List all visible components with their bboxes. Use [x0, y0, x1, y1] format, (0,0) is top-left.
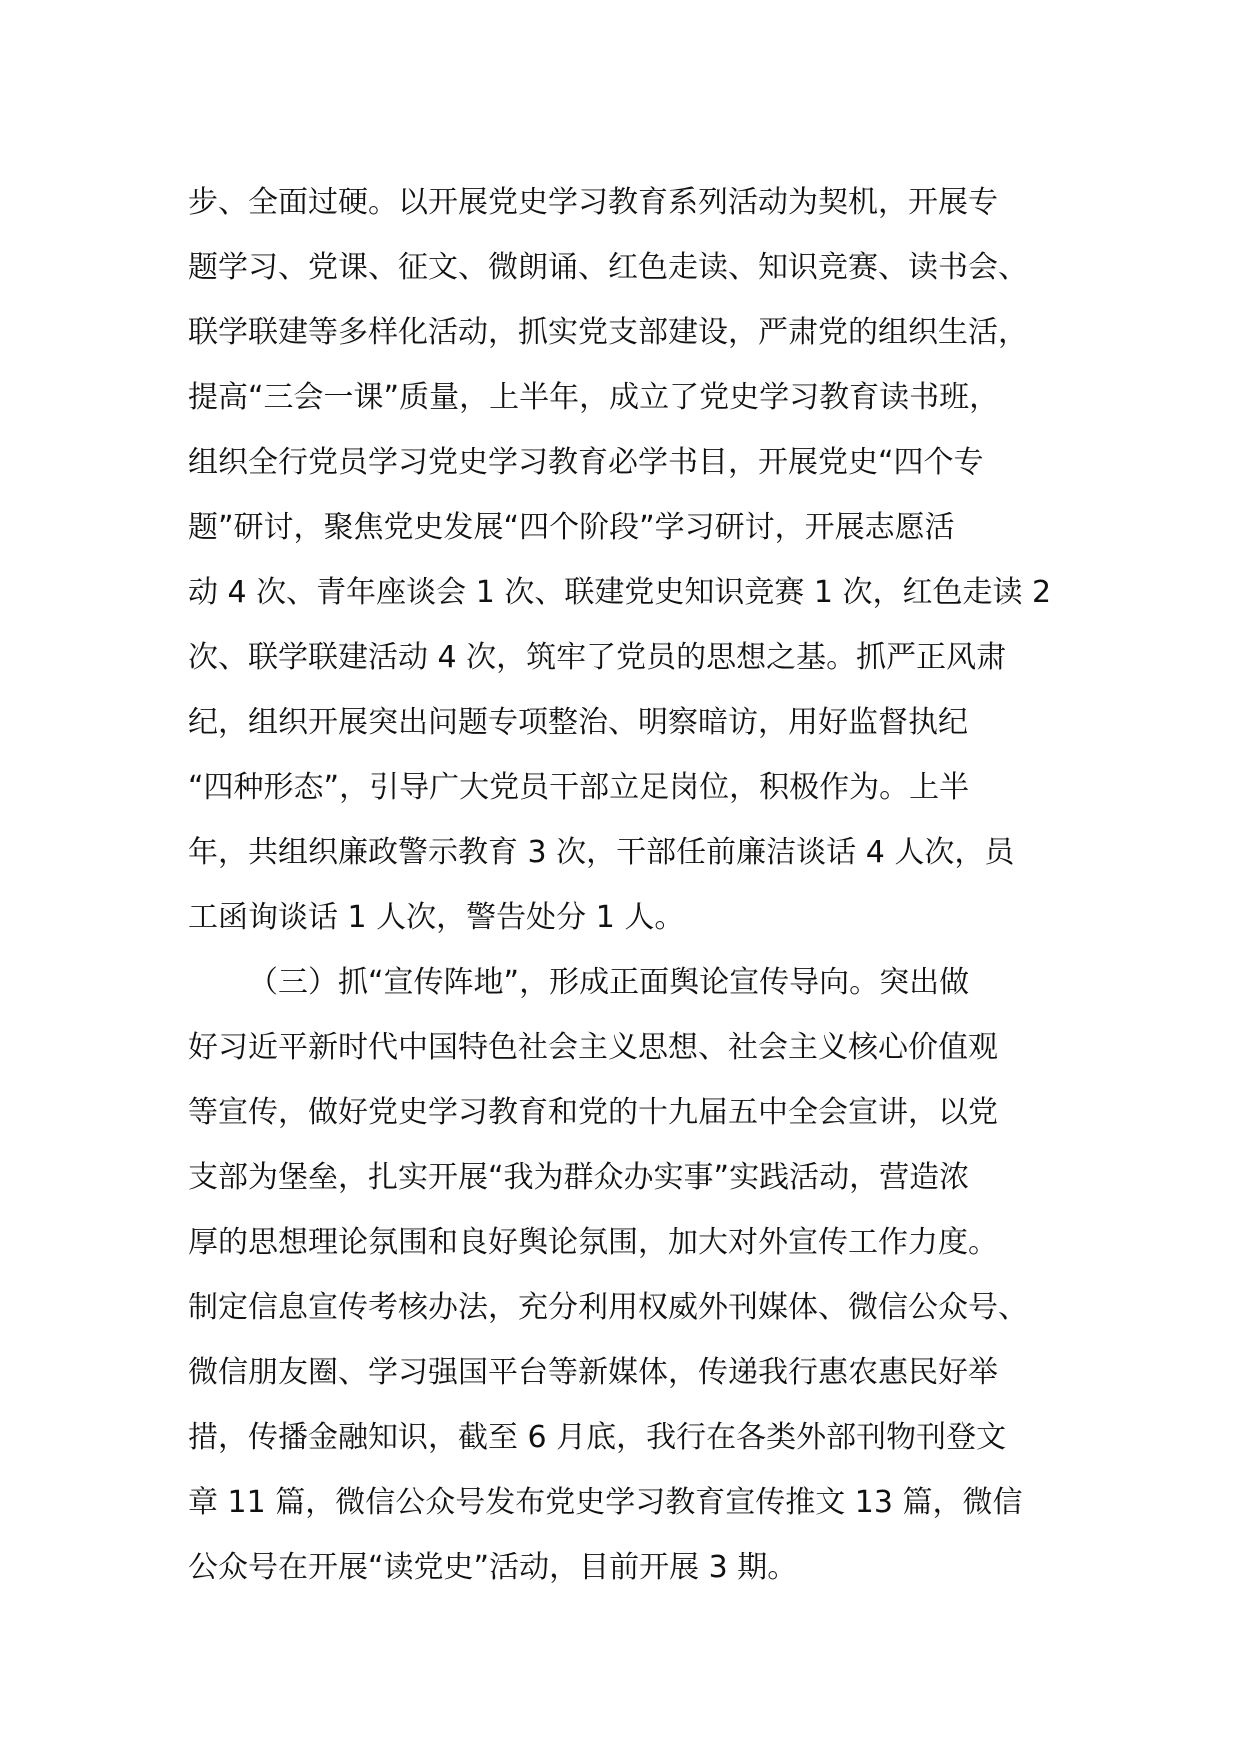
text-line: 组织全行党员学习党史学习教育必学书目，开展党史“四个专: [188, 445, 984, 480]
text-line: 联学联建等多样化活动，抓实党支部建设，严肃党的组织生活，: [188, 315, 1028, 350]
text-line: 工函询谈话 1 人次，警告处分 1 人。: [188, 900, 685, 935]
text-line: 厚的思想理论氛围和良好舆论氛围，加大对外宣传工作力度。: [188, 1225, 998, 1260]
text-line: 步、全面过硬。以开展党史学习教育系列活动为契机，开展专: [188, 185, 998, 220]
text-line: 制定信息宣传考核办法，充分利用权威外刊媒体、微信公众号、: [188, 1290, 1028, 1325]
text-line: 措，传播金融知识，截至 6 月底，我行在各类外部刊物刊登文: [188, 1420, 1007, 1455]
paragraph-heading-line: （三）抓“宣传阵地”，形成正面舆论宣传导向。突出做: [248, 965, 970, 1000]
text-line: 公众号在开展“读党史”活动，目前开展 3 期。: [188, 1550, 798, 1585]
text-line: 动 4 次、青年座谈会 1 次、联建党史知识竞赛 1 次，红色走读 2: [188, 575, 1052, 610]
paragraph-publicity: [188, 950, 1088, 1600]
text-line: 章 11 篇，微信公众号发布党史学习教育宣传推文 13 篇，微信: [188, 1485, 1023, 1520]
text-line: 支部为堡垒，扎实开展“我为群众办实事”实践活动，营造浓: [188, 1160, 970, 1195]
paragraph-party-building: [188, 170, 1088, 950]
text-line: 题”研讨，聚焦党史发展“四个阶段”学习研讨，开展志愿活: [188, 510, 955, 545]
text-line: “四种形态”，引导广大党员干部立足岗位，积极作为。上半: [188, 770, 970, 805]
text-line: 微信朋友圈、学习强国平台等新媒体，传递我行惠农惠民好举: [188, 1355, 998, 1390]
text-line: 次、联学联建活动 4 次，筑牢了党员的思想之基。抓严正风肃: [188, 640, 1007, 675]
document-body: [188, 170, 1088, 1600]
text-line: 好习近平新时代中国特色社会主义思想、社会主义核心价值观: [188, 1030, 998, 1065]
text-line: 题学习、党课、征文、微朗诵、红色走读、知识竞赛、读书会、: [188, 250, 1028, 285]
text-line: 提高“三会一课”质量，上半年，成立了党史学习教育读书班，: [188, 380, 1000, 415]
text-line: 纪，组织开展突出问题专项整治、明察暗访，用好监督执纪: [188, 705, 968, 740]
text-line: 等宣传，做好党史学习教育和党的十九届五中全会宣讲，以党: [188, 1095, 998, 1130]
text-line: 年，共组织廉政警示教育 3 次，干部任前廉洁谈话 4 人次，员: [188, 835, 1015, 870]
